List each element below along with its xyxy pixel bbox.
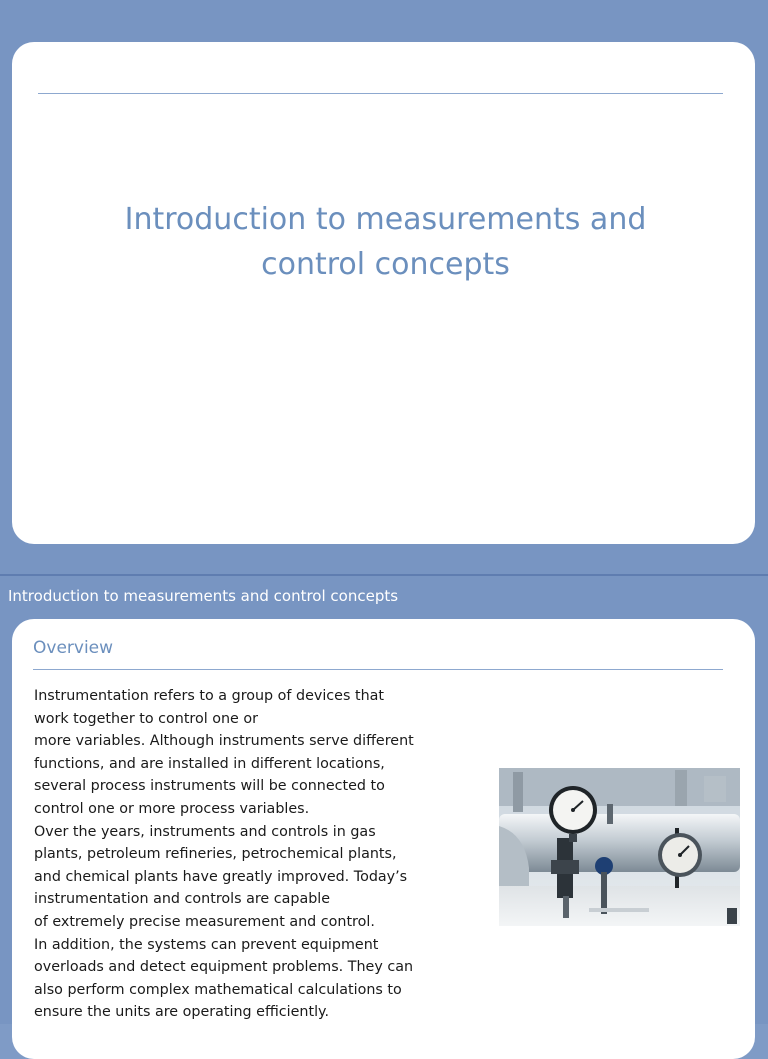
pressure-gauge-photo (499, 768, 740, 926)
slide-title: Introduction to measurements and control concepts (124, 202, 647, 282)
body-line: and chemical plants have greatly improved. Today’s (34, 868, 408, 885)
body-line: Instrumentation refers to a group of devices that (34, 688, 384, 704)
body-line: more variables. Although instruments serve different (34, 733, 414, 750)
body-line: ensure the units are operating efficiently. (34, 1004, 330, 1021)
body-line: functions, and are installed in different locations, (34, 755, 385, 772)
body-line: overloads and detect equipment problems. They can (34, 959, 414, 976)
slide-caption: Introduction to measurements and control concepts (8, 587, 399, 605)
overview-body (34, 685, 474, 1024)
body-line: several process instruments will be connected to (34, 778, 385, 795)
title-slide-card (12, 42, 755, 544)
body-line: of extremely precise measurement and control. (34, 913, 375, 930)
title-rule (38, 93, 723, 94)
slide-2 (0, 576, 768, 1024)
body-line: Over the years, instruments and controls in gas (34, 823, 376, 840)
overview-heading: Overview (33, 638, 114, 658)
overview-slide-card (12, 619, 755, 1059)
pipeline-gauges-illustration (499, 768, 740, 926)
body-line: also perform complex mathematical calculations to (34, 981, 402, 998)
body-line: plants, petroleum refineries, petrochemical plants, (34, 846, 397, 863)
body-line: control one or more process variables. (34, 800, 310, 817)
body-line: work together to control one or (34, 710, 259, 727)
body-line: instrumentation and controls are capable (34, 891, 331, 908)
overview-rule (33, 669, 723, 670)
body-line: In addition, the systems can prevent equipment (34, 936, 379, 953)
